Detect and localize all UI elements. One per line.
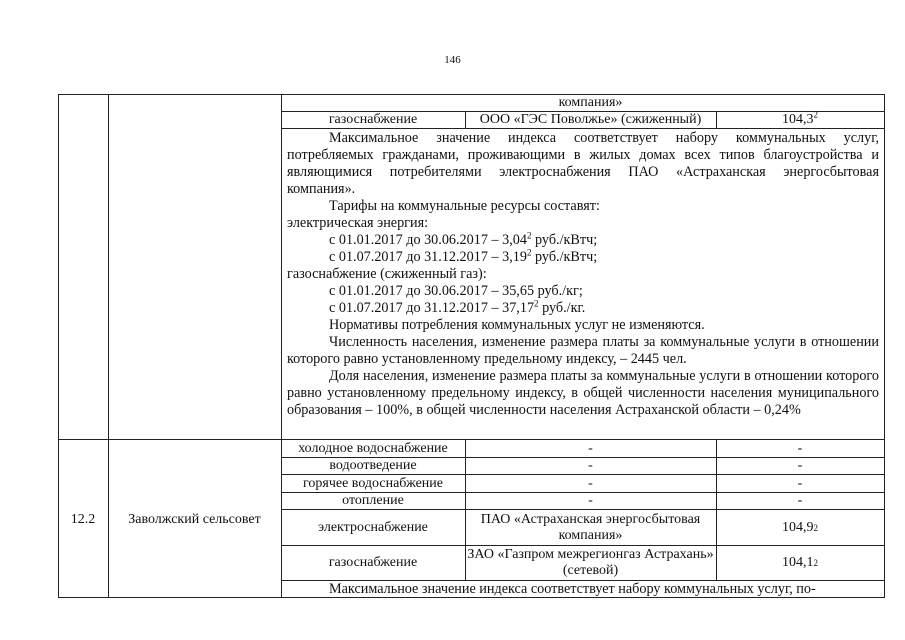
service-name: газоснабжение (328, 555, 418, 570)
index-value: - (797, 457, 803, 473)
description-block (287, 130, 879, 419)
index-value: - (797, 440, 803, 456)
service-name: отопление (342, 492, 404, 508)
service-name: электроснабжение (318, 519, 428, 535)
index-value: 104,9 2 (782, 519, 818, 535)
service-gas: газоснабжение (328, 112, 418, 127)
paragraph: Нормативы потребления коммунальных услуг не изменяются. (329, 317, 705, 333)
provider-name: - (588, 475, 593, 491)
provider-name: - (588, 457, 593, 473)
section-number: 12.2 (70, 512, 96, 527)
provider-name: ЗАО «Газпром межрегионгаз Астрахань» (сетевой) (467, 547, 714, 578)
index-value: - (797, 492, 803, 508)
index-value-gas: 104,3$^2$ (782, 109, 818, 127)
paragraph: газоснабжение (сжиженный газ): (287, 266, 487, 282)
index-value: - (797, 475, 803, 491)
page-number: 146 (444, 54, 461, 66)
company-name-tail: компания» (558, 95, 623, 110)
provider-name: - (588, 440, 593, 456)
tariff-line: с 01.01.2017 до 30.06.2017 – 3,04$^2$ руб./кВтч; (329, 230, 598, 248)
provider-name: - (588, 492, 593, 508)
paragraph: электрическая энергия: (287, 215, 429, 231)
provider-gas: ООО «ГЭС Поволжье» (сжиженный) (479, 112, 702, 127)
tariff-line: с 01.07.2017 до 31.12.2017 – 3,19$^2$ руб./кВтч; (329, 247, 598, 265)
tariff-line: с 01.07.2017 до 31.12.2017 – 37,17$^2$ руб./кг. (329, 298, 586, 316)
index-value: 104,1 2 (782, 555, 818, 570)
service-name: холодное водоснабжение (298, 440, 448, 456)
paragraph: Максимальное значение индекса соответствует набору коммунальных услуг, по- (329, 581, 816, 597)
provider-name: ПАО «Астраханская энергосбытовая компания» (480, 511, 701, 543)
paragraph: Численность населения, изменение размера платы за коммунальные услуги в отношении которого равно установленному предельному индексу, – 2445 чел. (287, 334, 879, 367)
tariff-line: с 01.01.2017 до 30.06.2017 – 35,65 руб./кг; (329, 283, 583, 299)
service-name: водоотведение (329, 457, 417, 473)
municipality-name: Заволжский сельсовет (128, 512, 261, 527)
description-block-2 (287, 581, 879, 598)
paragraph: Максимальное значение индекса соответствует набору коммунальных услуг, потребляемых гражданами, проживающими в жилых домах всех типов благоустройства и являющимися потребителями электроснабжения ПАО «Астраханская энергосбытовая компания». (287, 130, 879, 197)
service-name: горячее водоснабжение (303, 475, 443, 491)
paragraph: Тарифы на коммунальные ресурсы составят: (329, 198, 600, 214)
paragraph: Доля населения, изменение размера платы за коммунальные услуги в отношении которого равно установленному предельному индексу, в общей численности населения муниципального образования – 100%, в общей численности населения Астраханской области – 0,24% (287, 368, 879, 418)
